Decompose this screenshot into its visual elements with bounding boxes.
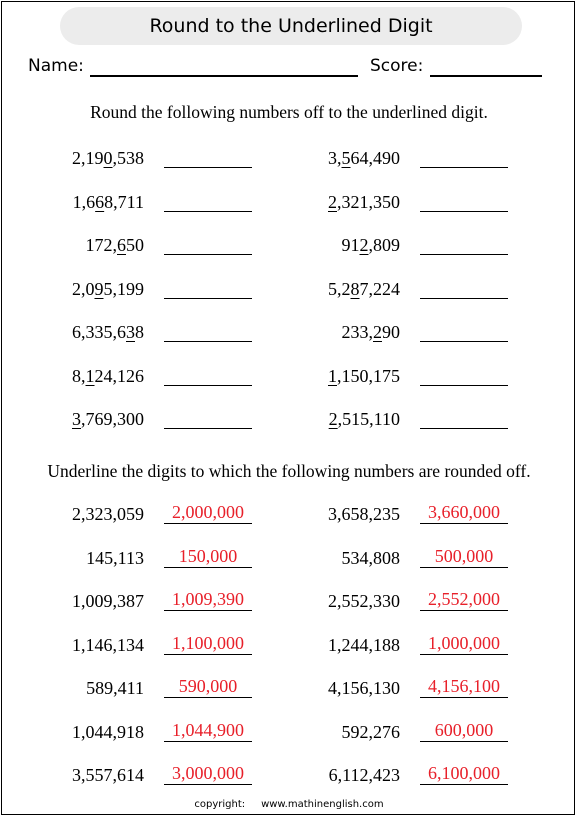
underlined-digit: 6 xyxy=(95,191,105,212)
rounded-answer: 4,156,100 xyxy=(428,676,500,696)
worksheet-page xyxy=(1,1,575,815)
underlined-digit: 5 xyxy=(341,148,351,168)
exercise-row xyxy=(2,547,576,577)
number-part: 2,19 xyxy=(72,148,104,168)
answer-blank[interactable] xyxy=(420,428,508,429)
underlined-digit: 2 xyxy=(328,409,338,429)
rounded-answer: 500,000 xyxy=(434,545,494,566)
answer-line xyxy=(420,567,508,568)
number-part: 5,199 xyxy=(103,278,144,299)
exercise-number[interactable]: 3,658,235 xyxy=(328,504,400,524)
instruction-rounding: Round the following numbers off to the underlined digit. xyxy=(90,102,488,122)
footer xyxy=(2,799,576,810)
number-part: ,769,300 xyxy=(81,409,144,429)
answer-line xyxy=(420,654,508,655)
underlined-digit: 1 xyxy=(85,365,95,386)
answer-line xyxy=(420,523,508,524)
rounded-answer: 2,552,000 xyxy=(428,589,500,609)
rounded-answer: 590,000 xyxy=(178,676,238,696)
page-title: Round to the Underlined Digit xyxy=(60,7,522,45)
name-label: Name: xyxy=(28,56,84,76)
exercise-number[interactable]: 2,552,330 xyxy=(328,591,400,611)
number-part: 233, xyxy=(341,322,373,342)
answer-line xyxy=(420,741,508,742)
answer-blank[interactable] xyxy=(420,167,508,168)
exercise-number[interactable]: 1,146,134 xyxy=(72,634,144,655)
exercise-number[interactable]: 534,808 xyxy=(341,547,400,568)
exercise-row xyxy=(2,721,576,751)
number-part: ,150,175 xyxy=(337,365,400,386)
site-link[interactable]: www.mathinenglish.com xyxy=(261,799,384,810)
number-part: 8, xyxy=(72,365,86,386)
number-part: 24,126 xyxy=(94,365,144,386)
exercise-number[interactable]: 589,411 xyxy=(86,678,144,698)
instruction-underline: Underline the digits to which the following numbers are rounded off. xyxy=(47,461,531,481)
number-part: ,515,110 xyxy=(337,409,400,429)
number-part: 8 xyxy=(135,322,144,342)
exercise-row xyxy=(2,503,576,533)
number-part: ,809 xyxy=(368,235,400,255)
name-line[interactable] xyxy=(90,75,358,77)
answer-blank[interactable] xyxy=(420,254,508,255)
exercise-number xyxy=(280,234,400,256)
rounded-answer: 1,100,000 xyxy=(172,632,244,653)
exercise-number[interactable]: 1,009,387 xyxy=(72,591,144,611)
exercise-row xyxy=(2,147,576,177)
answer-line xyxy=(420,697,508,698)
exercise-number[interactable]: 1,044,918 xyxy=(72,721,144,742)
number-part: 5,2 xyxy=(328,278,351,299)
number-part: 50 xyxy=(126,235,144,255)
exercise-row xyxy=(2,234,576,264)
number-part: ,538 xyxy=(112,148,144,168)
exercise-number[interactable]: 592,276 xyxy=(341,721,400,742)
answer-line xyxy=(420,784,508,785)
underlined-digit: 9 xyxy=(94,278,104,299)
exercise-row xyxy=(2,634,576,664)
name-score-row xyxy=(28,56,548,80)
underlined-digit: 3 xyxy=(126,322,135,342)
answer-blank[interactable] xyxy=(420,341,508,342)
copyright-label: copyright: xyxy=(194,799,246,810)
exercise-number[interactable]: 145,113 xyxy=(86,547,144,568)
exercise-number[interactable]: 2,323,059 xyxy=(72,504,144,524)
exercise-row xyxy=(2,590,576,620)
rounded-answer: 2,000,000 xyxy=(172,502,244,522)
number-part: 8,711 xyxy=(104,191,144,212)
answer-blank[interactable] xyxy=(420,298,508,299)
score-line[interactable] xyxy=(430,75,542,77)
number-part: 6,335,6 xyxy=(72,322,126,342)
rounded-answer: 600,000 xyxy=(434,719,494,740)
number-part: 91 xyxy=(341,235,360,255)
number-part: 90 xyxy=(382,322,400,342)
exercise-number xyxy=(280,147,400,169)
underlined-digit: 2 xyxy=(328,191,337,212)
exercise-number[interactable]: 4,156,130 xyxy=(328,678,400,698)
exercise-row xyxy=(2,278,576,308)
underlined-digit: 0 xyxy=(103,148,113,168)
exercise-row xyxy=(2,677,576,707)
rounded-answer: 150,000 xyxy=(178,545,238,566)
exercise-number xyxy=(280,365,400,387)
exercise-number xyxy=(280,321,400,343)
rounded-answer: 1,044,900 xyxy=(172,719,244,740)
exercise-number xyxy=(280,278,400,300)
number-part: 3, xyxy=(328,148,342,168)
number-part: 7,224 xyxy=(359,278,400,299)
exercise-number[interactable]: 3,557,614 xyxy=(72,765,144,785)
underlined-digit: 2 xyxy=(373,322,382,342)
score-label: Score: xyxy=(370,56,424,76)
rounded-answer: 6,100,000 xyxy=(428,763,500,783)
exercise-number[interactable]: 1,244,188 xyxy=(328,634,400,655)
exercise-row xyxy=(2,321,576,351)
rounded-answer: 1,009,390 xyxy=(172,589,244,609)
number-part: 64,490 xyxy=(350,148,400,168)
number-part: 172, xyxy=(85,235,117,255)
answer-blank[interactable] xyxy=(420,385,508,386)
exercise-row xyxy=(2,365,576,395)
exercise-number[interactable]: 6,112,423 xyxy=(328,765,400,785)
underlined-digit: 6 xyxy=(117,235,126,255)
rounded-answer: 3,000,000 xyxy=(172,763,244,783)
underlined-digit: 1 xyxy=(328,365,337,386)
number-part: 1,6 xyxy=(72,191,96,212)
number-part: ,321,350 xyxy=(337,191,400,212)
underlined-digit: 3 xyxy=(72,409,81,429)
underlined-digit: 2 xyxy=(359,235,369,255)
rounded-answer: 1,000,000 xyxy=(428,632,500,653)
exercise-row xyxy=(2,408,576,438)
underlined-digit: 8 xyxy=(350,278,360,299)
number-part: 2,0 xyxy=(72,278,95,299)
answer-blank[interactable] xyxy=(420,211,508,212)
exercise-number xyxy=(280,408,400,430)
exercise-row xyxy=(2,764,576,794)
rounded-answer: 3,660,000 xyxy=(428,502,500,522)
exercise-number xyxy=(280,191,400,213)
exercise-row xyxy=(2,191,576,221)
answer-line xyxy=(420,610,508,611)
